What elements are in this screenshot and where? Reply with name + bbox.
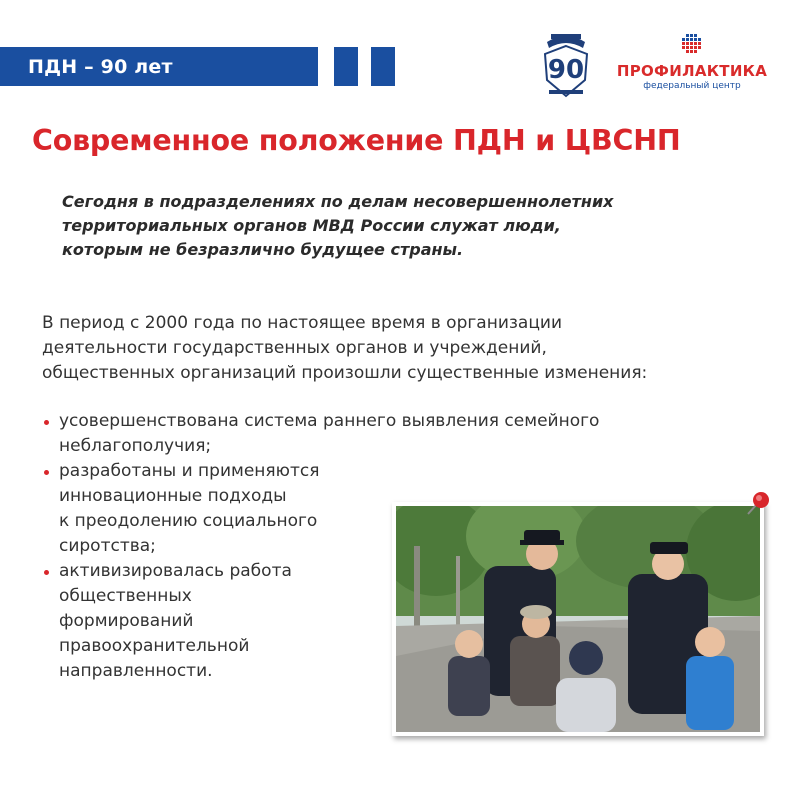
lead-paragraph: [42, 311, 782, 386]
intro-line: территориальных органов МВД России служат люди,: [62, 216, 561, 235]
photo: [392, 502, 764, 736]
bullet-line: разработаны и применяются: [59, 461, 320, 481]
profilaktika-logo: [612, 34, 772, 98]
emblem-number: 90: [547, 55, 585, 85]
bullet-line: к преодолению социального: [59, 511, 318, 531]
bullet-line: направленности.: [59, 661, 213, 681]
intro-line: Сегодня в подразделениях по делам несовершеннолетних: [62, 192, 614, 211]
bullet-line: правоохранительной: [59, 636, 250, 656]
bullet-line: неблагополучия;: [59, 436, 212, 456]
lead-line: общественных организаций произошли существенные изменения:: [42, 363, 648, 383]
banner-stripe: [334, 47, 358, 86]
bullet-line: инновационные подходы: [59, 486, 287, 506]
intro-paragraph: [62, 190, 762, 262]
banner-stripe: [371, 47, 395, 86]
police-emblem-icon: [537, 28, 595, 100]
header-banner: [0, 47, 318, 86]
lead-line: деятельности государственных органов и учреждений,: [42, 338, 547, 358]
pushpin-icon: [740, 486, 774, 520]
intro-line: которым не безразлично будущее страны.: [62, 240, 464, 259]
bullet-line: общественных: [59, 586, 192, 606]
logo-subtitle: федеральный центр: [643, 81, 741, 91]
bullet-line: активизировалась работа: [59, 561, 292, 581]
grid-logo-icon: [672, 34, 712, 60]
page-title: Современное положение ПДН и ЦВСНП: [32, 124, 681, 157]
logo-name: ПРОФИЛАКТИКА: [616, 62, 768, 80]
lead-line: В период с 2000 года по настоящее время в организации: [42, 313, 563, 333]
banner-title: ПДН – 90 лет: [28, 55, 173, 78]
bullet-line: усовершенствована система раннего выявления семейного: [59, 411, 600, 431]
bullet-line: формирований: [59, 611, 194, 631]
list-item: [42, 409, 762, 459]
photo-illustration: [396, 506, 760, 732]
bullet-line: сиротства;: [59, 536, 156, 556]
